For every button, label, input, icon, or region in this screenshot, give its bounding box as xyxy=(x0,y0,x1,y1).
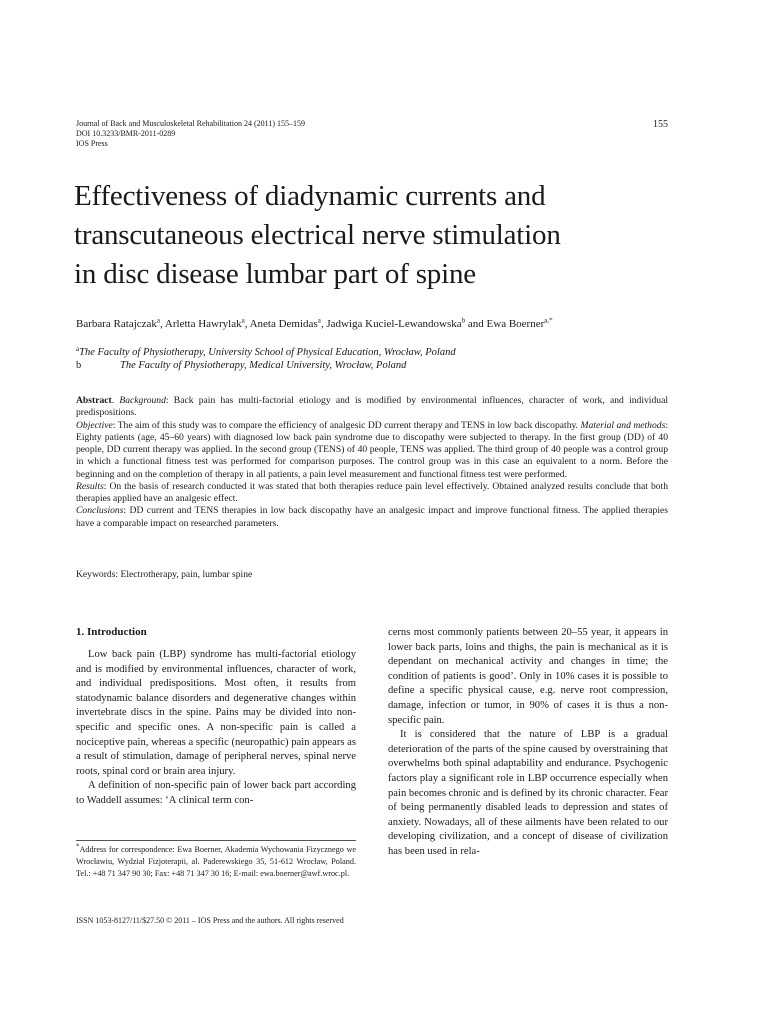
publisher: IOS Press xyxy=(76,139,108,148)
affiliation-b xyxy=(76,359,676,372)
footnote-text: Address for correspondence: Ewa Boerner, Akademia Wychowania Fizycznego we Wrocławiu, Wydział Fizjoterapii, al. Paderewskiego 35, 51-612 Wrocław, Poland. Tel.: +48 71 347 90 30; Fax: +48 71 347 30 16; E-mail: ewa.boerner@awf.wroc.pl. xyxy=(76,845,356,878)
abstract-subhead: Objective xyxy=(76,419,113,431)
abstract-results xyxy=(76,481,668,506)
affiliation-a: $^a$The Faculty of Physiotherapy, University School of Physical Education, Wrocław, Poland xyxy=(76,344,456,358)
paper-title xyxy=(74,177,694,294)
abstract-text: : On the basis of research conducted it was stated that both therapies reduce pain level effectively. Obtained analyzed results conclude that both therapies applied have an analgesic effect. xyxy=(76,480,668,504)
abstract-conclusions xyxy=(76,505,668,530)
footnote-mark: * xyxy=(76,842,80,851)
journal-header xyxy=(76,119,305,149)
paragraph: Low back pain (LBP) syndrome has multi-factorial etiology and is modified by environmental influences, character of work, and individual predispositions. Most often, it results from statodynamic balance disorders and degenerative changes within invertebrate discs in the spine. Pains may be divided into non-specific and specific ones. A non-specific pain is called a nociceptive pain, whereas a specific (neuropathic) pain appears as a result of stimulation, damage of peripheral nerves, spinal nerve roots, spinal cord or brain area injury. xyxy=(76,649,356,777)
abstract-text: : Eighty patients (age, 45–60 years) with diagnosed low back pain syndrome due to discopathy were subjected to therapy. In the first group (DD) of 40 people, DD current therapy was applied. In the second group (TENS) of 40 people, TENS was applied. The third group of 40 people was a control group in which a functional fitness test was performed for comparison purposes. The control group was in this case an equivalent to a norm. Before the beginning and on the completion of therapy in all patients, a pain level measurement and functional fitness test were performed. xyxy=(76,419,668,480)
author-affil-mark: b xyxy=(461,316,466,325)
body-column-left xyxy=(76,648,356,809)
affiliation-text: The Faculty of Physiotherapy, University School of Physical Education, Wrocław, Poland xyxy=(79,347,456,358)
author-affil-mark: a xyxy=(241,316,245,325)
journal-citation: Journal of Back and Musculoskeletal Rehabilitation 24 (2011) 155–159 xyxy=(76,119,305,128)
author-name: , Jadwiga Kuciel-Lewandowska xyxy=(320,318,462,330)
correspondence-footnote xyxy=(76,844,356,879)
issn-copyright: ISSN 1053-8127/11/$27.50 © 2011 – IOS Press and the authors. All rights reserved xyxy=(76,916,344,925)
abstract-subhead: Results xyxy=(76,480,104,492)
abstract-subhead: Background xyxy=(119,395,166,406)
abstract-background: Abstract. Background: Back pain has multi-factorial etiology and is modified by environmental influences, character of work, and individual predispositions. xyxy=(76,395,668,419)
body-column-right xyxy=(388,626,668,860)
author-name: and Ewa Boerner xyxy=(465,318,545,330)
title-line-3: in disc disease lumbar part of spine xyxy=(74,258,476,290)
author-name: , Aneta Demidas xyxy=(244,318,318,330)
title-line-1: Effectiveness of diadynamic currents and xyxy=(74,180,546,212)
author-affil-mark: a,* xyxy=(544,316,553,325)
keywords: Keywords: Electrotherapy, pain, lumbar spine xyxy=(76,569,253,580)
page-number: 155 xyxy=(653,119,668,130)
abstract-subhead: Material and methods xyxy=(580,419,666,431)
affiliation-text: The Faculty of Physiotherapy, Medical University, Wrocław, Poland xyxy=(120,360,407,371)
author-name: , Arletta Hawrylak xyxy=(160,318,242,330)
abstract-subhead: Conclusions xyxy=(76,505,124,517)
section-heading: 1. Introduction xyxy=(76,626,147,638)
abstract-text: : Back pain has multi-factorial etiology and is modified by environmental influences, character of work, and individual predispositions. xyxy=(76,395,668,419)
paragraph: cerns most commonly patients between 20–55 year, it appears in lower back parts, loins and thighs, the pain is mechanical as it is dependant on mechanical activity and changes in time; the condition of patients is good’. Only in 10% cases it is possible to define a specific physical cause, e.g. nerve root compression, damage, infection or tumor, in 90% of cases it is thus a non-specific pain. xyxy=(388,627,668,726)
affiliation-tag: b xyxy=(76,360,82,371)
abstract xyxy=(76,395,668,530)
author-list xyxy=(76,317,676,331)
abstract-text: : DD current and TENS therapies in low back discopathy have an analgesic impact and improve functional fitness. The applied therapies have a comparable impact on researched parameters. xyxy=(76,505,668,529)
abstract-label: Abstract xyxy=(76,395,112,406)
author-name: Barbara Ratajczak xyxy=(76,318,157,330)
affiliations xyxy=(76,346,676,372)
abstract-text: : The aim of this study was to compare the efficiency of analgesic DD current therapy and TENS in low back discopathy. xyxy=(112,419,579,431)
abstract-objective xyxy=(76,420,668,481)
paragraph: It is considered that the nature of LBP is a gradual deterioration of the parts of the spine caused by overstraining that overwhelms both spinal adaptability and endurance. Psychogenic factors play a significant role in LBP occurrence especially when pain becomes chronic and is defined by its chronic character. Fear of being permanently disabled leads to depression and states of anxiety. Nowadays, all of these ailments have been related to our developing civilization, and a concept of disease of civilization has been used in rela- xyxy=(388,729,668,857)
doi: DOI 10.3233/BMR-2011-0289 xyxy=(76,129,176,138)
footnote-divider xyxy=(76,840,356,841)
paragraph: A definition of non-specific pain of lower back part according to Waddell assumes: ‘A clinical term con- xyxy=(76,780,356,806)
title-line-2: transcutaneous electrical nerve stimulation xyxy=(74,219,561,251)
author-affil-mark: a xyxy=(317,316,321,325)
author-affil-mark: a xyxy=(156,316,161,325)
